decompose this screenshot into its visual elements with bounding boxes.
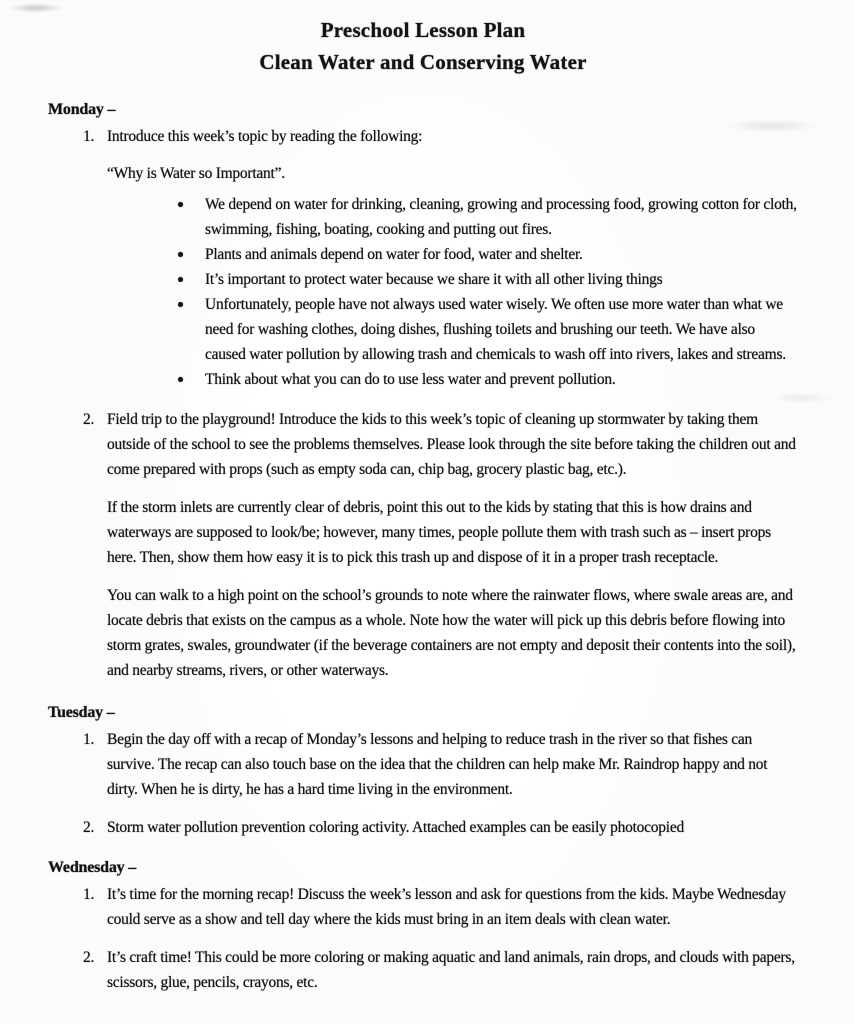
bullet-item (178, 267, 798, 292)
list-number: 2. (83, 411, 95, 428)
document-title-line-1: Preschool Lesson Plan (320, 18, 526, 42)
list-item-text: Field trip to the playground! Introduce the kids to this week’s topic of cleaning up stormwater by taking them outside of the school to see the problems themselves. Please look through the site before taking the children out and come prepared with props (such as empty soda can, chip bag, grocery plastic bag, etc.). (107, 411, 796, 478)
list-number: 2. (83, 819, 95, 836)
day-heading-tuesday: Tuesday – (48, 704, 115, 721)
list-item-text: Storm water pollution prevention coloring activity. Attached examples can be easily photocopied (107, 819, 684, 836)
day-heading-wednesday: Wednesday – (48, 859, 137, 876)
monday-item-2-paragraph-3: You can walk to a high point on the school’s grounds to note where the rainwater flows, where swale areas are, and locate debris that exists on the campus as a whole. Note how the water will pick up this debris before flowing into storm grates, swales, groundwater (if the beverage containers are not empty and deposit their contents into the soil), and nearby streams, rivers, or other waterways. (107, 587, 796, 679)
list-number: 1. (83, 128, 95, 145)
page-content (48, 14, 798, 995)
day-heading-monday: Monday – (48, 101, 116, 118)
tuesday-item-2 (83, 815, 798, 840)
bullet-text: It’s important to protect water because we share it with all other living things (205, 271, 663, 288)
bullet-item (178, 292, 798, 367)
bullet-text: Plants and animals depend on water for food, water and shelter. (205, 246, 583, 263)
bullet-dot-icon (178, 377, 183, 382)
monday-item-2-paragraph-2: If the storm inlets are currently clear of debris, point this out to the kids by stating that this is how drains and waterways are supposed to look/be; however, many times, people pollute them with trash such as – insert props here. Then, show them how easy it is to pick this trash up and dispose of it in a proper trash receptacle. (107, 499, 771, 566)
bullet-dot-icon (178, 252, 183, 257)
tuesday-item-1 (83, 727, 798, 802)
bullet-text: We depend on water for drinking, cleaning, growing and processing food, growing cotton for cloth, swimming, fishing, boating, cooking and putting out fires. (205, 196, 797, 238)
wednesday-item-2 (83, 945, 798, 995)
list-number: 1. (83, 731, 95, 748)
wednesday-item-1 (83, 882, 798, 932)
bullet-dot-icon (178, 202, 183, 207)
monday-item-1 (83, 124, 798, 149)
bullet-text: Think about what you can do to use less water and prevent pollution. (205, 371, 616, 388)
list-item-text: It’s craft time! This could be more coloring or making aquatic and land animals, rain drops, and clouds with papers, scissors, glue, pencils, crayons, etc. (107, 949, 795, 991)
bullet-item (178, 242, 798, 267)
bullet-dot-icon (178, 302, 183, 307)
bullet-text: Unfortunately, people have not always used water wisely. We often use more water than what we need for washing clothes, doing dishes, flushing toilets and brushing our teeth. We have also caused water pollution by allowing trash and chemicals to wash off into rivers, lakes and streams. (205, 296, 786, 363)
bullet-item (178, 367, 798, 392)
monday-bullet-list (48, 192, 798, 392)
bullet-item (178, 192, 798, 242)
list-item-text: Begin the day off with a recap of Monday’s lessons and helping to reduce trash in the river so that fishes can survive. The recap can also touch base on the idea that the children can help make Mr. Raindrop happy and not dirty. When he is dirty, he has a hard time living in the environment. (107, 731, 768, 798)
monday-item-2 (83, 407, 798, 482)
list-item-text: Introduce this week’s topic by reading the following: (107, 128, 423, 145)
bullet-dot-icon (178, 277, 183, 282)
list-number: 1. (83, 886, 95, 903)
list-number: 2. (83, 949, 95, 966)
document-title-line-2: Clean Water and Conserving Water (259, 50, 587, 74)
list-item-text: It’s time for the morning recap! Discuss the week’s lesson and ask for questions from the kids. Maybe Wednesday could serve as a show and tell day where the kids must bring in an item deals with clean water. (107, 886, 786, 928)
reading-quote-title: “Why is Water so Important”. (107, 165, 285, 182)
